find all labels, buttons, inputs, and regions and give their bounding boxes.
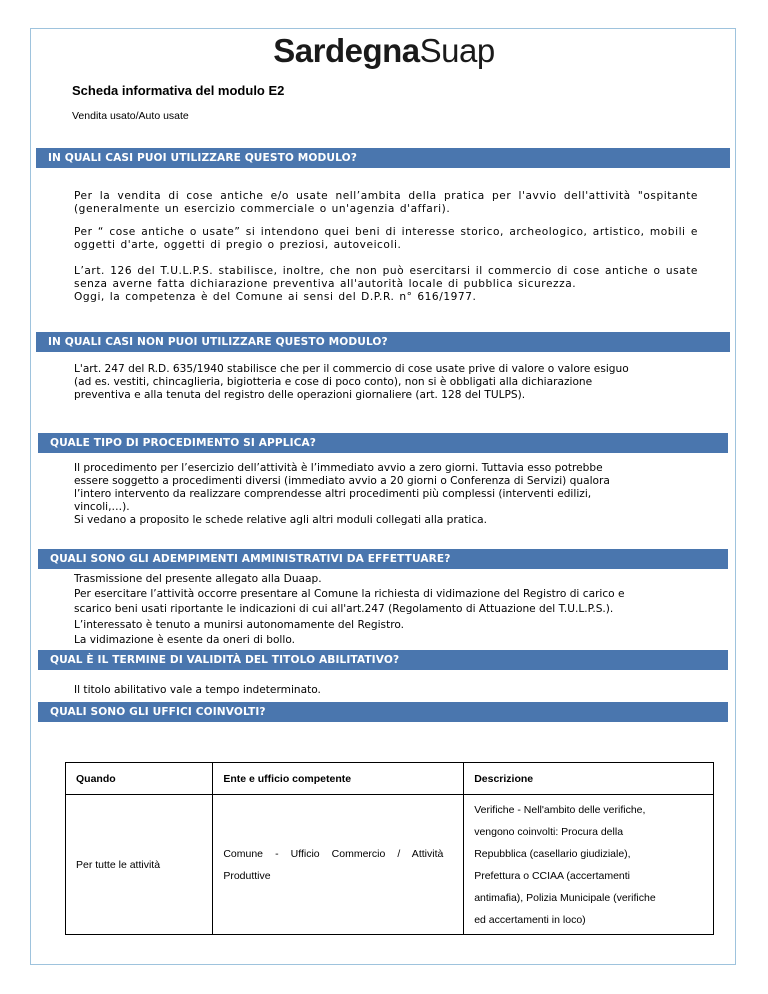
paragraph: L'art. 247 del R.D. 635/1940 stabilisce che per il commercio di cose usate prive di valore o valore esiguo (ad es. vestiti, chincaglieria, bigiotteria e cose di poco conto), non si è obbligati alla dichiarazione preventiva e alla tenuta del registro delle operazioni giornaliere (art. 128 del TULPS). — [74, 363, 629, 401]
column-header-descrizione: Descrizione — [464, 763, 714, 795]
section-heading-uso: IN QUALI CASI PUOI UTILIZZARE QUESTO MODULO? — [36, 148, 730, 168]
cell-descrizione: Verifiche - Nell'ambito delle verifiche, vengono coinvolti: Procura della Repubblica (casellario giudiziale), Prefettura o CCIAA (accertamenti antimafia), Polizia Municipale (verifiche ed accertamenti in loco) — [464, 795, 714, 935]
paragraph: Il procedimento per l’esercizio dell’attività è l’immediato avvio a zero giorni. Tuttavia esso potrebbe essere soggetto a procedimenti diversi (immediato avvio a 20 giorni o Conferenza di Servizi) qualora l’intero intervento da realizzare comprendesse altri procedimenti più complessi (interventi edilizi, vincoli,…). Si vedano a proposito le schede relative agli altri moduli collegati alla pratica. — [74, 462, 610, 526]
document-title: Scheda informativa del modulo E2 — [72, 83, 285, 98]
paragraph: Il titolo abilitativo vale a tempo indeterminato. — [74, 684, 321, 696]
document-subtitle: Vendita usato/Auto usate — [72, 110, 189, 122]
table-header-row — [66, 763, 714, 795]
cell-ente: Comune - Ufficio Commercio / Attività Produttive — [213, 795, 464, 935]
section-heading-procedimento: QUALE TIPO DI PROCEDIMENTO SI APPLICA? — [38, 433, 728, 453]
section-heading-validita: QUAL È IL TERMINE DI VALIDITÀ DEL TITOLO ABILITATIVO? — [38, 650, 728, 670]
paragraph: Per la vendita di cose antiche e/o usate nell’ambita della pratica per l'avvio dell'attività "ospitante (generalmente un esercizio commerciale o un'agenzia d'affari). — [74, 190, 698, 215]
section-heading-uffici: QUALI SONO GLI UFFICI COINVOLTI? — [38, 702, 728, 722]
cell-quando: Per tutte le attività — [66, 795, 213, 935]
paragraph: L’art. 126 del T.U.L.P.S. stabilisce, inoltre, che non può esercitarsi il commercio di cose antiche o usate senza averne fatta dichiarazione preventiva all'autorità locale di pubblica sicurezza. Oggi, la competenza è del Comune ai sensi del D.P.R. n° 616/1977. — [74, 265, 698, 303]
sardegna-suap-logo: SardegnaSuap — [273, 32, 495, 69]
section-heading-adempimenti: QUALI SONO GLI ADEMPIMENTI AMMINISTRATIVI DA EFFETTUARE? — [38, 549, 728, 569]
paragraph: Trasmissione del presente allegato alla Duaap. Per esercitare l’attività occorre presentare al Comune la richiesta di vidimazione del Registro di carico e scarico beni usati riportante le indicazioni di cui all'art.247 (Regolamento di Attuazione del T.U.L.P.S.). L’interessato è tenuto a munirsi autonomamente del Registro. La vidimazione è esente da oneri di bollo. — [74, 573, 625, 646]
table-row — [66, 795, 714, 935]
paragraph: Per “ cose antiche o usate” si intendono quei beni di interesse storico, archeologico, artistico, mobili e oggetti d'arte, oggetti di pregio o preziosi, autoveicoli. — [74, 226, 698, 251]
column-header-quando: Quando — [66, 763, 213, 795]
section-heading-non-uso: IN QUALI CASI NON PUOI UTILIZZARE QUESTO MODULO? — [36, 332, 730, 352]
uffici-table — [65, 762, 714, 935]
column-header-ente: Ente e ufficio competente — [213, 763, 464, 795]
